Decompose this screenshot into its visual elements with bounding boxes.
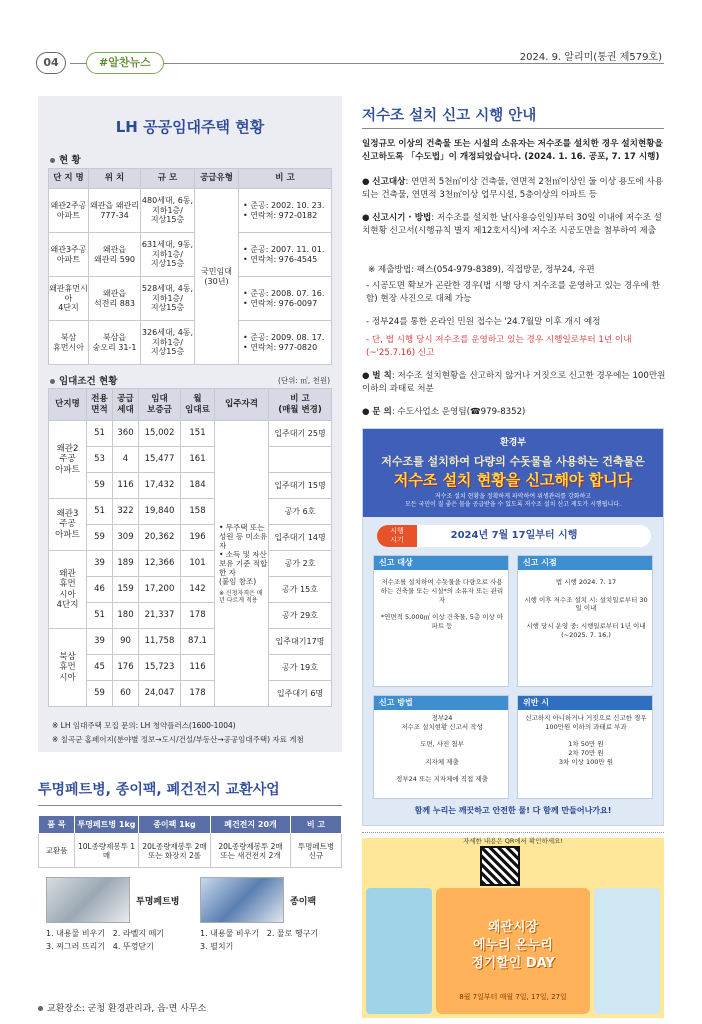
cond-row xyxy=(49,551,332,577)
cond-remark: 공가 19호 xyxy=(269,655,332,681)
cond-cell: 151 xyxy=(181,421,215,447)
cond-cell: 59 xyxy=(87,473,113,499)
cond-row xyxy=(49,473,332,499)
exchange-row-label: 교환품 xyxy=(39,834,75,868)
cond-unit: (단위: ㎡, 천원) xyxy=(277,376,330,385)
cond-cell: 116 xyxy=(113,473,139,499)
cond-cell: 196 xyxy=(181,525,215,551)
cond-group-name: 왜관 휴먼 시아 4단지 xyxy=(49,551,87,629)
status-col: 공급유형 xyxy=(195,169,239,189)
cond-cell: 17,200 xyxy=(139,577,181,603)
poster-date: 2024년 7월 17일부터 시행 xyxy=(377,525,651,547)
water-item2: - 정부24를 통한 온라인 민원 접수는 '24.7월말 이후 개시 예정 xyxy=(366,317,601,327)
cond-col: 입주자격 xyxy=(215,389,269,421)
cond-remark: 공가 15호 xyxy=(269,577,332,603)
cond-remark: 입주대기 6명 xyxy=(269,681,332,707)
cond-col: 공급 세대 xyxy=(113,389,139,421)
cond-remark: 공가 6호 xyxy=(269,499,332,525)
cond-cell: 178 xyxy=(181,603,215,629)
water-intro: 일정규모 이상의 건축물 또는 시설의 소유자는 저수조를 설치한 경우 설치현황을 신고하도록 「수도법」이 개정되었습니다. (2024. 1. 16. 공포, 7. 17 시행) xyxy=(362,139,663,163)
section-tag: #알찬뉴스 xyxy=(86,52,164,74)
qr-caption: 자세한 내용은 QR에서 확인하세요! xyxy=(462,837,564,845)
pet-label: 투명페트병 xyxy=(136,897,180,907)
cond-row xyxy=(49,499,332,525)
poster-line1: 저수조를 설치하여 다량의 수돗물을 사용하는 건축물은 xyxy=(381,455,645,468)
market-title2: 에누리 온누리 xyxy=(473,938,553,953)
paper-pack-photo xyxy=(200,877,284,923)
poster-header xyxy=(363,429,663,517)
cond-remark: 공가 2호 xyxy=(269,551,332,577)
pet-bottle-photo xyxy=(46,877,130,923)
status-cell: 왜관3주공 아파트 xyxy=(49,233,89,277)
cond-cell: 90 xyxy=(113,629,139,655)
status-cell: • 준공: 2007. 11. 01. • 연락처: 976-4545 xyxy=(239,233,332,277)
page-header xyxy=(0,0,702,80)
card-header: 신고 시점 xyxy=(518,556,652,570)
cond-remark xyxy=(269,447,332,473)
status-cell: 왜관2주공 아파트 xyxy=(49,189,89,233)
note-line: ※ 칠곡군 홈페이지(분야별 정보→도시/건설/부동산→공공임대주택) 자료 게첨 xyxy=(52,735,304,744)
card-header: 위반 시 xyxy=(518,696,652,710)
page-number: 04 xyxy=(36,52,66,74)
pack-steps xyxy=(200,928,340,954)
cond-cell: 87.1 xyxy=(181,629,215,655)
status-cell: • 준공: 2008. 07. 16. • 연락처: 976-0097 xyxy=(239,277,332,321)
cond-cell: 59 xyxy=(87,525,113,551)
pet-step: 1. 내용물 비우기 xyxy=(46,929,106,938)
cond-remark: 공가 29호 xyxy=(269,603,332,629)
water-item3: - 단, 법 시행 당시 저수조를 운영하고 있는 경우 시행일로부터 1년 이내(~'25.7.16) 신고 xyxy=(366,335,632,359)
exchange-cell: 20L종량제봉투 2매 또는 새건전지 2개 xyxy=(211,834,291,868)
water-rule xyxy=(362,128,664,129)
status-cell: 북삼 휴먼시아 xyxy=(49,321,89,365)
cond-remark: 입주대기17명 xyxy=(269,629,332,655)
cond-cell: 11,758 xyxy=(139,629,181,655)
cond-cell: 21,337 xyxy=(139,603,181,629)
status-col: 비 고 xyxy=(239,169,332,189)
card-text: 저수조를 설치하여 수돗물을 다량으로 사용하는 건축물 또는 시설*의 소유자 또는 관리자 *연면적 5,000㎡ 이상 건축물, 5층 이상 아파트 등 xyxy=(380,578,504,630)
status-row xyxy=(49,321,332,365)
cond-cell: 309 xyxy=(113,525,139,551)
cond-cell: 158 xyxy=(181,499,215,525)
cond-cell: 51 xyxy=(87,421,113,447)
cond-cell: 189 xyxy=(113,551,139,577)
status-cell: 왜관휴먼시아 4단지 xyxy=(49,277,89,321)
cond-row xyxy=(49,681,332,707)
status-col: 단 지 명 xyxy=(49,169,89,189)
status-row xyxy=(49,277,332,321)
water-title: 저수조 설치 신고 시행 안내 xyxy=(362,108,537,124)
exchange-col: 폐건전지 20개 xyxy=(211,816,291,834)
cond-group-name: 북삼 휴먼 시아 xyxy=(49,629,87,707)
cond-cell: 39 xyxy=(87,551,113,577)
market-illustration-right xyxy=(594,888,660,1014)
pack-step: 2. 물로 헹구기 xyxy=(266,929,319,938)
cond-cell: 159 xyxy=(113,577,139,603)
cond-col: 월 임대료 xyxy=(181,389,215,421)
ministry-logo: 환경부 xyxy=(499,438,527,448)
cond-cell: 24,047 xyxy=(139,681,181,707)
bullet-icon xyxy=(38,1006,43,1011)
status-cell: 왜관읍 왜관리 590 xyxy=(89,233,141,277)
bullet-icon: ● xyxy=(362,371,373,381)
exchange-cell: 10L종량제봉투 1매 xyxy=(75,834,139,868)
market-title3: 정기할인 DAY xyxy=(471,956,555,971)
cond-cell: 51 xyxy=(87,499,113,525)
pack-step: 1. 내용물 비우기 xyxy=(200,929,260,938)
water-penalty: ● 벌 칙: 저수조 설치현황을 신고하지 않거나 거짓으로 신고한 경우에는 100만원이하의 과태료 처분 xyxy=(362,371,666,395)
cond-cell: 116 xyxy=(181,655,215,681)
market-illustration-left xyxy=(366,888,432,1014)
bullet-icon: ● xyxy=(362,213,373,223)
status-col: 규 모 xyxy=(141,169,195,189)
cond-col: 비 고 (매월 변경) xyxy=(269,389,332,421)
poster-card-timing xyxy=(517,555,653,687)
bullet-icon: ● xyxy=(362,407,373,417)
cond-cell: 53 xyxy=(87,447,113,473)
lh-housing-section xyxy=(38,96,342,752)
water-when: ● 신고시기 · 방법: 저수조를 설치한 날(사용승인일)부터 30일 이내에 저수조 설치현황 신고서(시행규칙 별지 제12호서식)에 저수조 시공도면을 첨부하여 제출 xyxy=(362,213,662,237)
cond-row xyxy=(49,655,332,681)
cond-group-name: 왜관3 주공 아파트 xyxy=(49,499,87,551)
market-discount-poster xyxy=(362,838,664,1018)
status-row xyxy=(49,189,332,233)
status-row xyxy=(49,233,332,277)
cond-group-name: 왜관2 주공 아파트 xyxy=(49,421,87,499)
status-cell: 480세대, 6동, 지하1층/ 지상15층 xyxy=(141,189,195,233)
cond-cell: 15,477 xyxy=(139,447,181,473)
cond-cell: 45 xyxy=(87,655,113,681)
cond-cell: 60 xyxy=(113,681,139,707)
status-table xyxy=(48,168,332,365)
exchange-table xyxy=(38,815,342,868)
cond-heading: 임대조건 현황 xyxy=(50,373,117,387)
status-cell: 왜관읍 왜관리 777-34 xyxy=(89,189,141,233)
poster-card-method xyxy=(373,695,509,799)
lh-title: LH 공공임대주택 현황 xyxy=(115,118,265,136)
cond-cell: 51 xyxy=(87,603,113,629)
cond-cell: 178 xyxy=(181,681,215,707)
cond-cell: 39 xyxy=(87,629,113,655)
water-target: ● 신고대상: 연면적 5천㎡이상 건축물, 연면적 2천㎡이상인 둘 이상 용도에 사용되는 건축물, 연면적 3천㎡이상 업무시설, 5층이상의 아파트 등 xyxy=(362,177,664,201)
cond-cell: 184 xyxy=(181,473,215,499)
cond-cell: 142 xyxy=(181,577,215,603)
poster-card-target xyxy=(373,555,509,687)
exchange-rule xyxy=(38,805,342,806)
card-text: 정부24 저수조 설치현황 신고서 작성 도면, 사진 첨부 지자체 제출 정부24 또는 지자체에 직접 제출 xyxy=(396,714,488,784)
card-header: 신고 대상 xyxy=(374,556,508,570)
cond-col: 단지명 xyxy=(49,389,87,421)
cond-cell: 360 xyxy=(113,421,139,447)
status-cell: 326세대, 4동, 지하1층/ 지상15층 xyxy=(141,321,195,365)
cond-col: 전용 면적 xyxy=(87,389,113,421)
status-col: 위 치 xyxy=(89,169,141,189)
cond-col: 임대 보증금 xyxy=(139,389,181,421)
cond-cell: 46 xyxy=(87,577,113,603)
bullet-icon xyxy=(50,379,55,384)
pet-step: 2. 라벨지 떼기 xyxy=(112,929,165,938)
water-submit: ※ 제출방법: 팩스(054-979-8389), 직접방문, 정부24, 우편 xyxy=(368,265,595,275)
poster-line2: 저수조 설치 현황을 신고해야 합니다 xyxy=(393,471,633,489)
status-cell: 국민임대 (30년) xyxy=(195,189,239,365)
exchange-cell: 투명페트병 신규 xyxy=(291,834,342,868)
cond-remark: 입주대기 25명 xyxy=(269,421,332,447)
status-cell: 528세대, 4동, 지하1층/ 지상15층 xyxy=(141,277,195,321)
card-text: 신고하지 아니하거나 거짓으로 신고한 경우 100만원 이하의 과태료 부과 1차 50만 원 2차 70만 원 3차 이상 100만 원 xyxy=(525,714,647,766)
cond-remark: 입주대기 15명 xyxy=(269,473,332,499)
exchange-place: 교환장소: 군청 환경관리과, 읍·면 사무소 xyxy=(38,1001,206,1014)
poster-footer: 함께 누리는 깨끗하고 안전한 물! 다 함께 만들어나가요! xyxy=(414,806,612,815)
card-text: 법 시행 2024. 7. 17 시행 이후 저수조 설치 시: 설치일로부터 30일 이내 시행 당시 운영 중: 시행일로부터 1년 이내(~2025. 7. 16.) xyxy=(524,578,648,639)
status-cell: • 준공: 2009. 08. 17. • 연락처: 977-0820 xyxy=(239,321,332,365)
cond-row xyxy=(49,629,332,655)
cond-row xyxy=(49,577,332,603)
exchange-col: 종이팩 1kg xyxy=(139,816,211,834)
poster-card-penalty xyxy=(517,695,653,799)
pet-step: 3. 찌그러 뜨리기 xyxy=(46,941,106,951)
cond-remark: 입주대기 14명 xyxy=(269,525,332,551)
issue-info: 2024. 9. 알리미(통권 제579호) xyxy=(514,48,662,63)
cond-row xyxy=(49,603,332,629)
status-cell: • 준공: 2002. 10. 23. • 연락처: 972-0182 xyxy=(239,189,332,233)
cond-cell: 322 xyxy=(113,499,139,525)
cond-cell: 161 xyxy=(181,447,215,473)
cond-cell: 19,840 xyxy=(139,499,181,525)
status-heading: 현 황 xyxy=(50,152,81,166)
water-item1: - 시공도면 확보가 곤란한 경우(법 시행 당시 저수조를 운영하고 있는 경우에 한함) 현장 사진으로 대체 가능 xyxy=(366,281,660,305)
qr-code-icon[interactable] xyxy=(480,846,520,886)
market-main-panel xyxy=(436,888,590,1014)
status-cell: 북삼읍 숭오리 31-1 xyxy=(89,321,141,365)
status-cell: 631세대, 9동, 지하1층/ 지상15층 xyxy=(141,233,195,277)
exchange-col: 품 목 xyxy=(39,816,75,834)
cond-cell: 101 xyxy=(181,551,215,577)
cond-row xyxy=(49,421,332,447)
water-tank-poster xyxy=(362,428,664,826)
exchange-col: 투명페트병 1kg xyxy=(75,816,139,834)
cond-table xyxy=(48,388,332,707)
cond-cell: 176 xyxy=(113,655,139,681)
qualification-text: • 무주택 또는 성원 등 미소유자 • 소득 및 자산 보유 기준 적합한 자 (붙임 참조) xyxy=(219,522,268,586)
pack-step: 3. 펼치기 xyxy=(200,941,234,951)
exchange-col: 비 고 xyxy=(291,816,342,834)
status-cell: 왜관읍 석전리 883 xyxy=(89,277,141,321)
cond-row xyxy=(49,525,332,551)
market-dates: 8월 7일부터 매월 7일, 17일, 27일 xyxy=(459,993,567,1001)
pet-step: 4. 뚜껑닫기 xyxy=(112,941,154,951)
market-title1: 왜관시장 xyxy=(487,920,539,935)
pack-label: 종이팩 xyxy=(290,897,317,907)
bullet-icon: ● xyxy=(362,177,373,187)
cond-row xyxy=(49,447,332,473)
cond-cell: 20,362 xyxy=(139,525,181,551)
poster-date-tag: 시행 시기 xyxy=(377,525,417,547)
cond-cell: 15,723 xyxy=(139,655,181,681)
exchange-title: 투명페트병, 종이팩, 폐건전지 교환사업 xyxy=(38,782,280,798)
cond-cell: 180 xyxy=(113,603,139,629)
water-contact: ● 문 의: 수도사업소 운영팀(☎979-8352) xyxy=(362,407,526,417)
exchange-cell: 20L종량제봉투 2매 또는 화장지 2롤 xyxy=(139,834,211,868)
cond-cell: 15,002 xyxy=(139,421,181,447)
pet-steps xyxy=(46,928,196,954)
cond-cell: 4 xyxy=(113,447,139,473)
qualification-note: ※ 신청자격은 매년 다르게 적용 xyxy=(219,589,263,604)
poster-desc: 저수조 설치 현황을 정확하게 파악하여 위생관리를 강화하고 모든 국민이 질 좋은 물을 공급받을 수 있도록 저수조 설치 신고 제도가 시행됩니다. xyxy=(404,493,622,509)
cond-cell: 17,432 xyxy=(139,473,181,499)
bullet-icon xyxy=(50,158,55,163)
card-header: 신고 방법 xyxy=(374,696,508,710)
dotted-divider xyxy=(362,832,664,833)
qualification-cell xyxy=(215,421,269,707)
cond-cell: 59 xyxy=(87,681,113,707)
note-line: ※ LH 임대주택 모집 문의: LH 청약플러스(1600-1004) xyxy=(52,721,236,730)
cond-cell: 12,366 xyxy=(139,551,181,577)
